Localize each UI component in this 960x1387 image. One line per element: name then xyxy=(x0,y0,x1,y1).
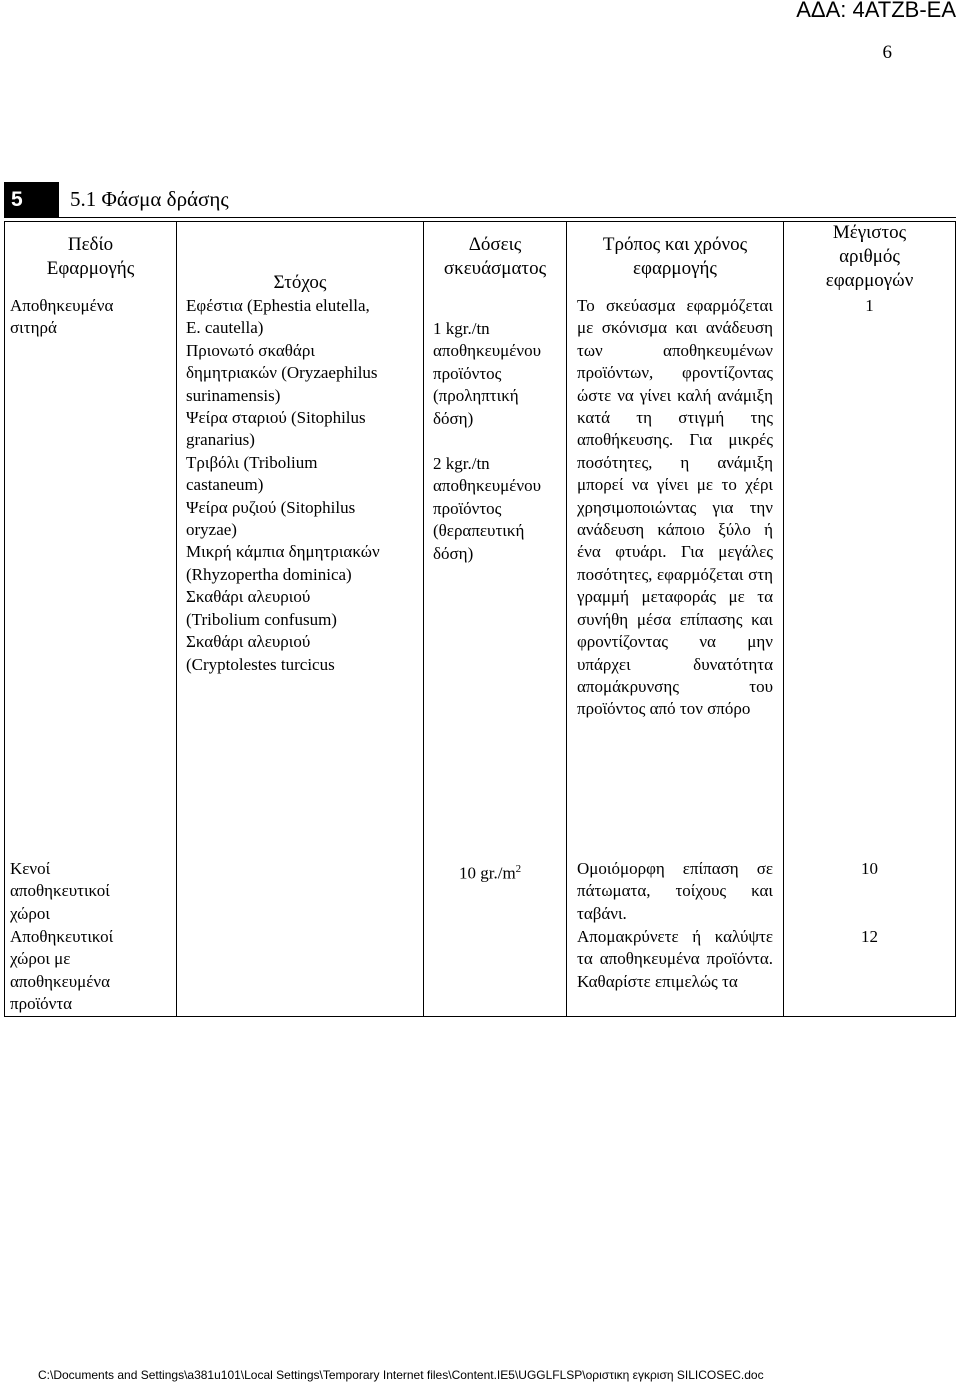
ada-code: ΑΔΑ: 4ΑΤΖΒ-ΕΑ xyxy=(796,0,956,22)
row1-max: 1 xyxy=(865,296,874,315)
row1-field: Αποθηκευμένα σιτηρά xyxy=(10,296,114,338)
row2-dose-value: 10 gr./m xyxy=(459,863,516,883)
header-method: Τρόπος και χρόνος εφαρμογής xyxy=(602,234,748,279)
row2-method: Ομοιόμορφη επίπαση σε πάτωματα, τοίχους και ταβάνι. xyxy=(577,859,773,923)
table-border-col1 xyxy=(176,221,177,1017)
spectrum-table xyxy=(4,221,956,1017)
table-border-col4 xyxy=(783,221,784,1017)
table-border-bottom xyxy=(4,1016,956,1017)
table-border-col3 xyxy=(566,221,567,1017)
row3-field: Αποθηκευτικοί χώροι με αποθηκευμένα προϊόντα xyxy=(10,927,114,1014)
row3-max: 12 xyxy=(861,927,878,946)
row1-method: Το σκεύασμα εφαρμόζεται με σκόνισμα και ανάδευση των αποθηκευμένων προϊόντων, φροντίζοντας ώστε να γίνει καλή ανάμιξη κατά τη στιγμή της αποθήκευσης. Για μικρές ποσότητες, η ανάμιξη μπορεί να γίνει με το χέρι χρησιμοποιώντας για την ανάδευση κάποιο ξύλο ή ένα φτυάρι. Για μεγάλες ποσότητες, εφαρμόζεται στη γραμμή μεταφοράς με τα συνήθη μέσα επίπασης και φροντίζοντας να μην υπάρχει δυνατότητα απομάκρυνσης του προϊόντος από τον σπόρο xyxy=(577,296,773,719)
row1-dose-therapeutic: 2 kgr./tn αποθηκευμένου προϊόντος (θεραπευτική δόση) xyxy=(433,454,542,563)
section-title: 5.1 Φάσμα δράσης xyxy=(70,187,229,211)
header-target: Στόχος xyxy=(273,272,327,293)
row2-field: Κενοί αποθηκευτικοί χώροι xyxy=(10,859,110,923)
row1-target: Εφέστια (Ephestia elutella, E. cautella) Πριονωτό σκαθάρι δημητριακών (Oryzaephilus surinamensis) Ψείρα σταριού (Sitophilus granarius) Τριβόλι (Tribolium castaneum) Ψείρα ρυζιού (Sitophilus oryzae) Μικρή κάμπια δημητριακών (Rhyzopertha dominica) Σκαθάρι αλευριού (Tribolium confusum) Σκαθάρι αλευριού (Cryptolestes turcicus xyxy=(186,296,380,674)
section-underline xyxy=(59,217,956,218)
row2-dose xyxy=(459,858,564,885)
table-border-left xyxy=(4,221,5,1017)
footer-file-path: C:\Documents and Settings\a381u101\Local Settings\Temporary Internet files\Content.IE5\UGGLFLSP\οριστικη εγκριση SILICOSEC.doc xyxy=(38,1368,764,1382)
table-border-right xyxy=(955,221,956,1017)
row2-dose-exponent: 2 xyxy=(515,863,522,875)
row2-max: 10 xyxy=(861,859,878,878)
row1-dose-preventive: 1 kgr./tn αποθηκευμένου προϊόντος (προληπτική δόση) xyxy=(433,319,542,428)
table-border-col2 xyxy=(423,221,424,1017)
row3-method: Απομακρύνετε ή καλύψτε τα αποθηκευμένα προϊόντα. Καθαρίστε επιμελώς τα xyxy=(577,927,773,991)
header-field: Πεδίο Εφαρμογής xyxy=(46,234,135,279)
page-number: 6 xyxy=(882,42,892,63)
section-number-box: 5 xyxy=(4,182,59,218)
header-max: Μέγιστος αριθμός εφαρμογών xyxy=(825,222,914,291)
header-doses: Δόσεις σκευάσματος xyxy=(443,234,547,279)
